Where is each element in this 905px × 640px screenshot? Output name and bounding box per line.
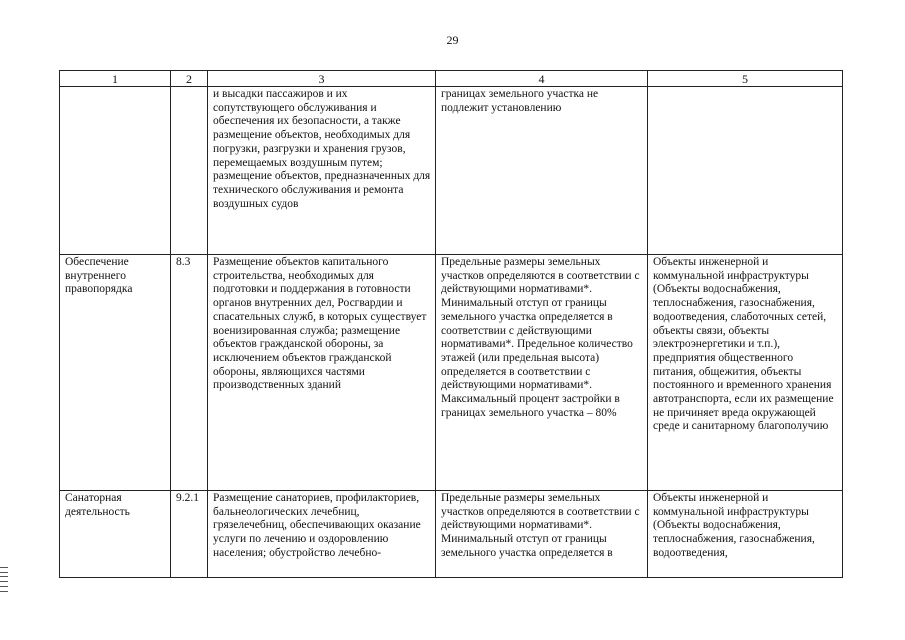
building-limits-cell: Предельные размеры земельных участков определяются в соответствии с действующими нормативами*. Минимальный отступ от границы земельного участка определяется в соответствии с действующими нормативами*. Предельное количество этажей (или предельная высота) определяется в соответствии с действующими нормативами*. Максимальный процент застройки в границах земельного участка – 80% xyxy=(436,255,648,491)
zoning-regulations-table xyxy=(59,70,843,578)
column-header-3: 3 xyxy=(208,71,436,87)
table-row xyxy=(60,491,843,578)
column-header-4: 4 xyxy=(436,71,648,87)
land-use-code-cell xyxy=(171,87,208,255)
land-use-description-cell: Размещение санаториев, профилакториев, бальнеологических лечебниц, грязелечебниц, обеспечивающих оказание услуги по лечению и оздоровлению населения; обустройство лечебно- xyxy=(208,491,436,578)
land-use-code-cell: 8.3 xyxy=(171,255,208,491)
table-row xyxy=(60,255,843,491)
auxiliary-uses-cell: Объекты инженерной и коммунальной инфраструктуры (Объекты водоснабжения, теплоснабжения, газоснабжения, водоотведения, xyxy=(648,491,843,578)
column-header-5: 5 xyxy=(648,71,843,87)
land-use-name-cell: Санаторная деятельность xyxy=(60,491,171,578)
scan-binding-marks xyxy=(0,567,9,603)
column-header-1: 1 xyxy=(60,71,171,87)
building-limits-cell: границах земельного участка не подлежит установлению xyxy=(436,87,648,255)
column-header-2: 2 xyxy=(171,71,208,87)
land-use-name-cell xyxy=(60,87,171,255)
land-use-description-cell: Размещение объектов капитального строительства, необходимых для подготовки и поддержания в готовности органов внутренних дел, Росгвардии и спасательных служб, в которых существует военизированная служба; размещение объектов гражданской обороны, за исключением объектов гражданской обороны, являющихся частями производственных зданий xyxy=(208,255,436,491)
auxiliary-uses-cell: Объекты инженерной и коммунальной инфраструктуры (Объекты водоснабжения, теплоснабжения, газоснабжения, водоотведения, слаботочных сетей, объекты связи, объекты электроэнергетики и т.п.), предприятия общественного питания, общежития, объекты постоянного и временного хранения автотранспорта, если их размещение не причиняет вреда окружающей среде и санитарному благополучию xyxy=(648,255,843,491)
auxiliary-uses-cell xyxy=(648,87,843,255)
table-row xyxy=(60,87,843,255)
land-use-description-cell: и высадки пассажиров и их сопутствующего обслуживания и обеспечения их безопасности, а также размещение объектов, необходимых для погрузки, разгрузки и хранения грузов, перемещаемых воздушным путем; размещение объектов, предназначенных для технического обслуживания и ремонта воздушных судов xyxy=(208,87,436,255)
table-header-row xyxy=(60,71,843,87)
land-use-code-cell: 9.2.1 xyxy=(171,491,208,578)
land-use-name-cell: Обеспечение внутреннего правопорядка xyxy=(60,255,171,491)
building-limits-cell: Предельные размеры земельных участков определяются в соответствии с действующими нормативами*. Минимальный отступ от границы земельного участка определяется в xyxy=(436,491,648,578)
page-number: 29 xyxy=(446,33,459,47)
